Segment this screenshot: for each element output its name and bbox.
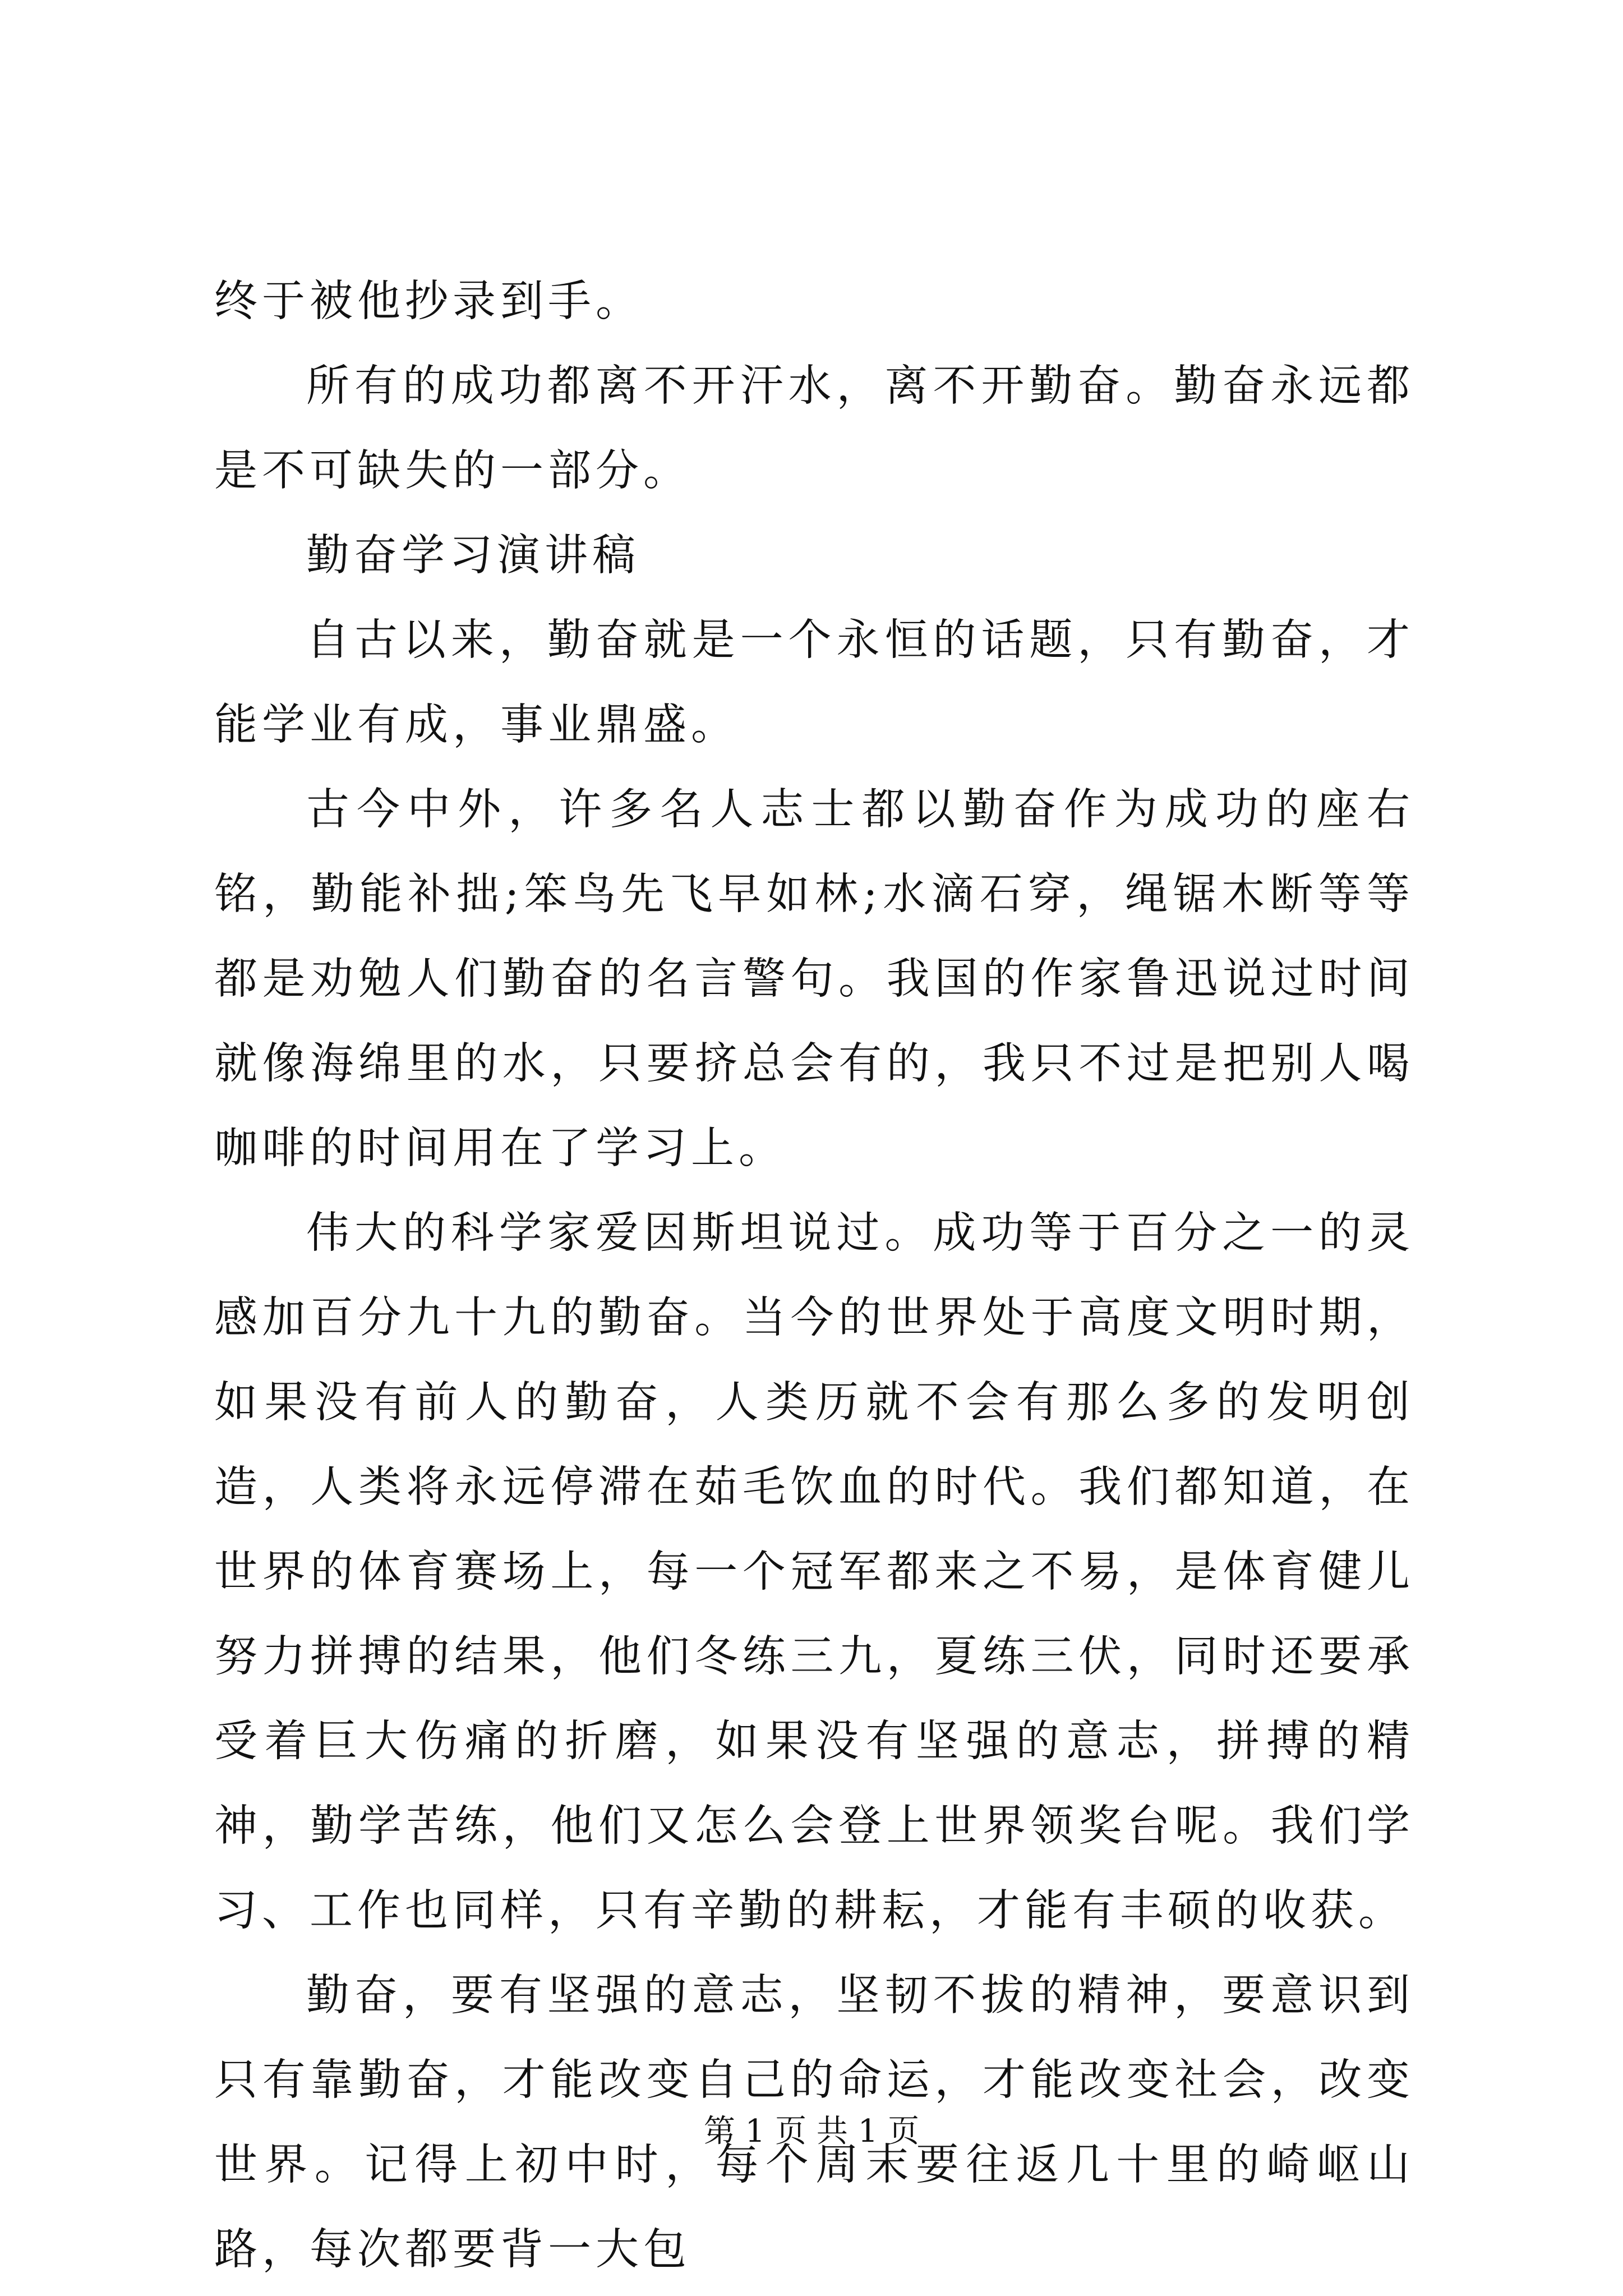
paragraph-continuation: 终于被他抄录到手。 <box>214 277 643 326</box>
paragraph: 古今中外，许多名人志士都以勤奋作为成功的座右铭，勤能补拙;笨鸟先飞早如林;水滴石穿，绳锯木断等等都是劝勉人们勤奋的名言警句。我国的作家鲁迅说过时间就像海绵里的水，只要挤总会有的，我只不过是把别人喝咖啡的时间用在了学习上。 <box>214 785 1414 1174</box>
paragraph: 所有的成功都离不开汗水，离不开勤奋。勤奋永远都是不可缺失的一部分。 <box>214 361 1414 496</box>
paragraph: 勤奋，要有坚强的意志，坚韧不拔的精神，要意识到只有靠勤奋，才能改变自己的命运，才能改变社会，改变世界。记得上初中时，每个周末要往返几十里的崎岖山路，每次都要背一大包 <box>214 1971 1414 2275</box>
page-footer: 第 1 页 共 1 页 <box>703 2113 920 2150</box>
paragraph: 自古以来，勤奋就是一个永恒的话题，只有勤奋，才能学业有成，事业鼎盛。 <box>214 615 1414 750</box>
section-title: 勤奋学习演讲稿 <box>306 531 640 581</box>
document-body <box>214 259 1414 2292</box>
paragraph: 伟大的科学家爱因斯坦说过。成功等于百分之一的灵感加百分九十九的勤奋。当今的世界处于高度文明时期，如果没有前人的勤奋，人类历就不会有那么多的发明创造，人类将永远停滞在茹毛饮血的时代。我们都知道，在世界的体育赛场上，每一个冠军都来之不易，是体育健儿努力拼搏的结果，他们冬练三九，夏练三伏，同时还要承受着巨大伤痛的折磨，如果没有坚强的意志，拼搏的精神，勤学苦练，他们又怎么会登上世界领奖台呢。我们学习、工作也同样，只有辛勤的耕耘，才能有丰硕的收获。 <box>214 1208 1414 1936</box>
